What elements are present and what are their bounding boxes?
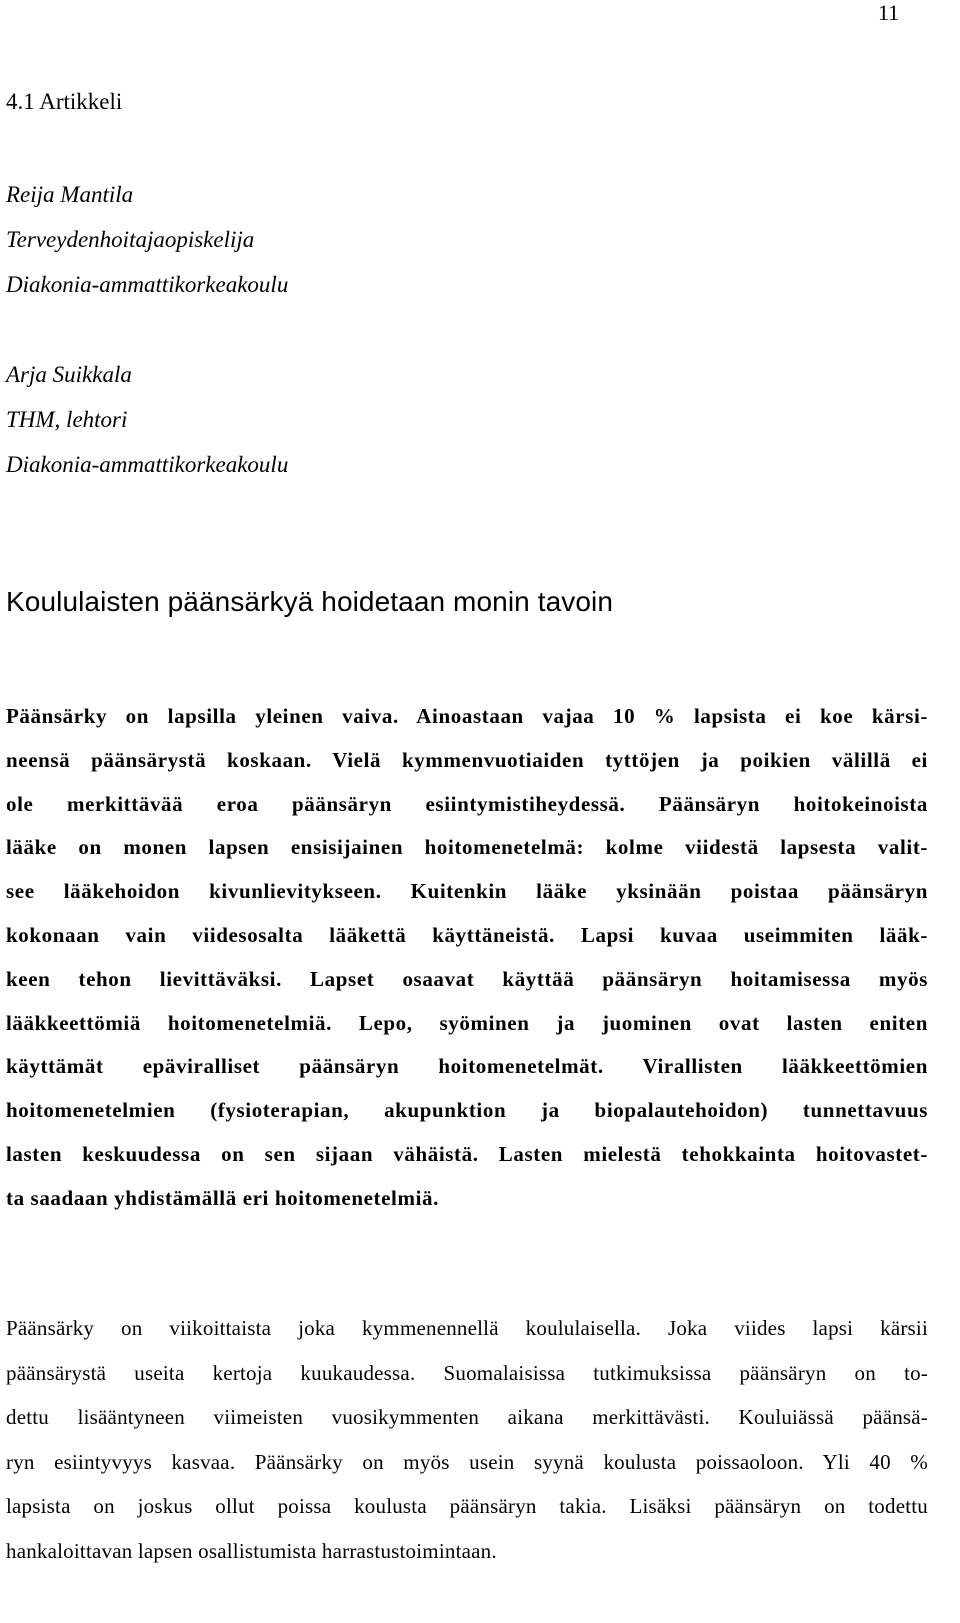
article-title: Koululaisten päänsärkyä hoidetaan monin tavoin [6,586,614,617]
author-institution: Diakonia-ammattikorkeakoulu [6,452,289,477]
lead-paragraph-line: see lääkehoidon kivunlievitykseen. Kuitenkin lääke yksinään poistaa päänsäryn [6,879,928,904]
body-paragraph-line: ryn esiintyvyys kasvaa. Päänsärky on myös usein syynä koulusta poissaoloon. Yli 40 % [6,1449,928,1474]
lead-paragraph-line: käyttämät epäviralliset päänsäryn hoitomenetelmät. Virallisten lääkkeettömien [6,1054,928,1079]
lead-paragraph-line: neensä päänsärystä koskaan. Vielä kymmenvuotiaiden tyttöjen ja poikien välillä ei [6,747,928,772]
lead-paragraph-line: kokonaan vain viidesosalta lääkettä käyttäneistä. Lapsi kuvaa useimmiten lääk- [6,922,928,947]
author-name: Arja Suikkala [6,362,132,387]
lead-paragraph-line: lasten keskuudessa on sen sijaan vähäistä. Lasten mielestä tehokkainta hoitovastet- [6,1141,928,1166]
author-block [6,352,288,487]
author-role: THM, lehtori [6,407,128,432]
body-paragraph-line: lapsista on joskus ollut poissa koulusta päänsäryn takia. Lisäksi päänsäryn on todettu [6,1494,928,1519]
author-institution: Diakonia-ammattikorkeakoulu [6,272,289,297]
author-role: Terveydenhoitajaopiskelija [6,227,255,252]
lead-paragraph-line: ole merkittävää eroa päänsäryn esiintymistiheydessä. Päänsäryn hoitokeinoista [6,791,928,816]
body-paragraph-line: Päänsärky on viikoittaista joka kymmenennellä koululaisella. Joka viides lapsi kärsii [6,1316,928,1340]
section-heading: 4.1 Artikkeli [6,89,123,114]
lead-paragraph-line: lääkkeettömiä hoitomenetelmiä. Lepo, syöminen ja juominen ovat lasten eniten [6,1010,928,1035]
page-number: 11 [878,0,900,25]
body-paragraph [6,1306,928,1574]
lead-paragraph-line: lääke on monen lapsen ensisijainen hoitomenetelmä: kolme viidestä lapsesta valit- [6,835,928,860]
body-paragraph-line: dettu lisääntyneen viimeisten vuosikymmenten aikana merkittävästi. Kouluiässä päänsä- [6,1405,928,1430]
body-paragraph-line: hankaloittavan lapsen osallistumista harrastustoimintaan. [6,1538,497,1563]
lead-paragraph-line: keen tehon lievittäväksi. Lapset osaavat käyttää päänsäryn hoitamisessa myös [6,966,928,991]
author-block [6,172,288,307]
body-paragraph-line: päänsärystä useita kertoja kuukaudessa. Suomalaisissa tutkimuksissa päänsäryn on to- [6,1360,928,1385]
lead-paragraph [6,695,928,1221]
lead-paragraph-line: hoitomenetelmien (fysioterapian, akupunktion ja biopalautehoidon) tunnettavuus [6,1098,928,1123]
lead-paragraph-line: ta saadaan yhdistämällä eri hoitomenetelmiä. [6,1185,439,1210]
author-name: Reija Mantila [6,182,134,207]
lead-paragraph-line: Päänsärky on lapsilla yleinen vaiva. Ainoastaan vajaa 10 % lapsista ei koe kärsi- [6,704,928,728]
